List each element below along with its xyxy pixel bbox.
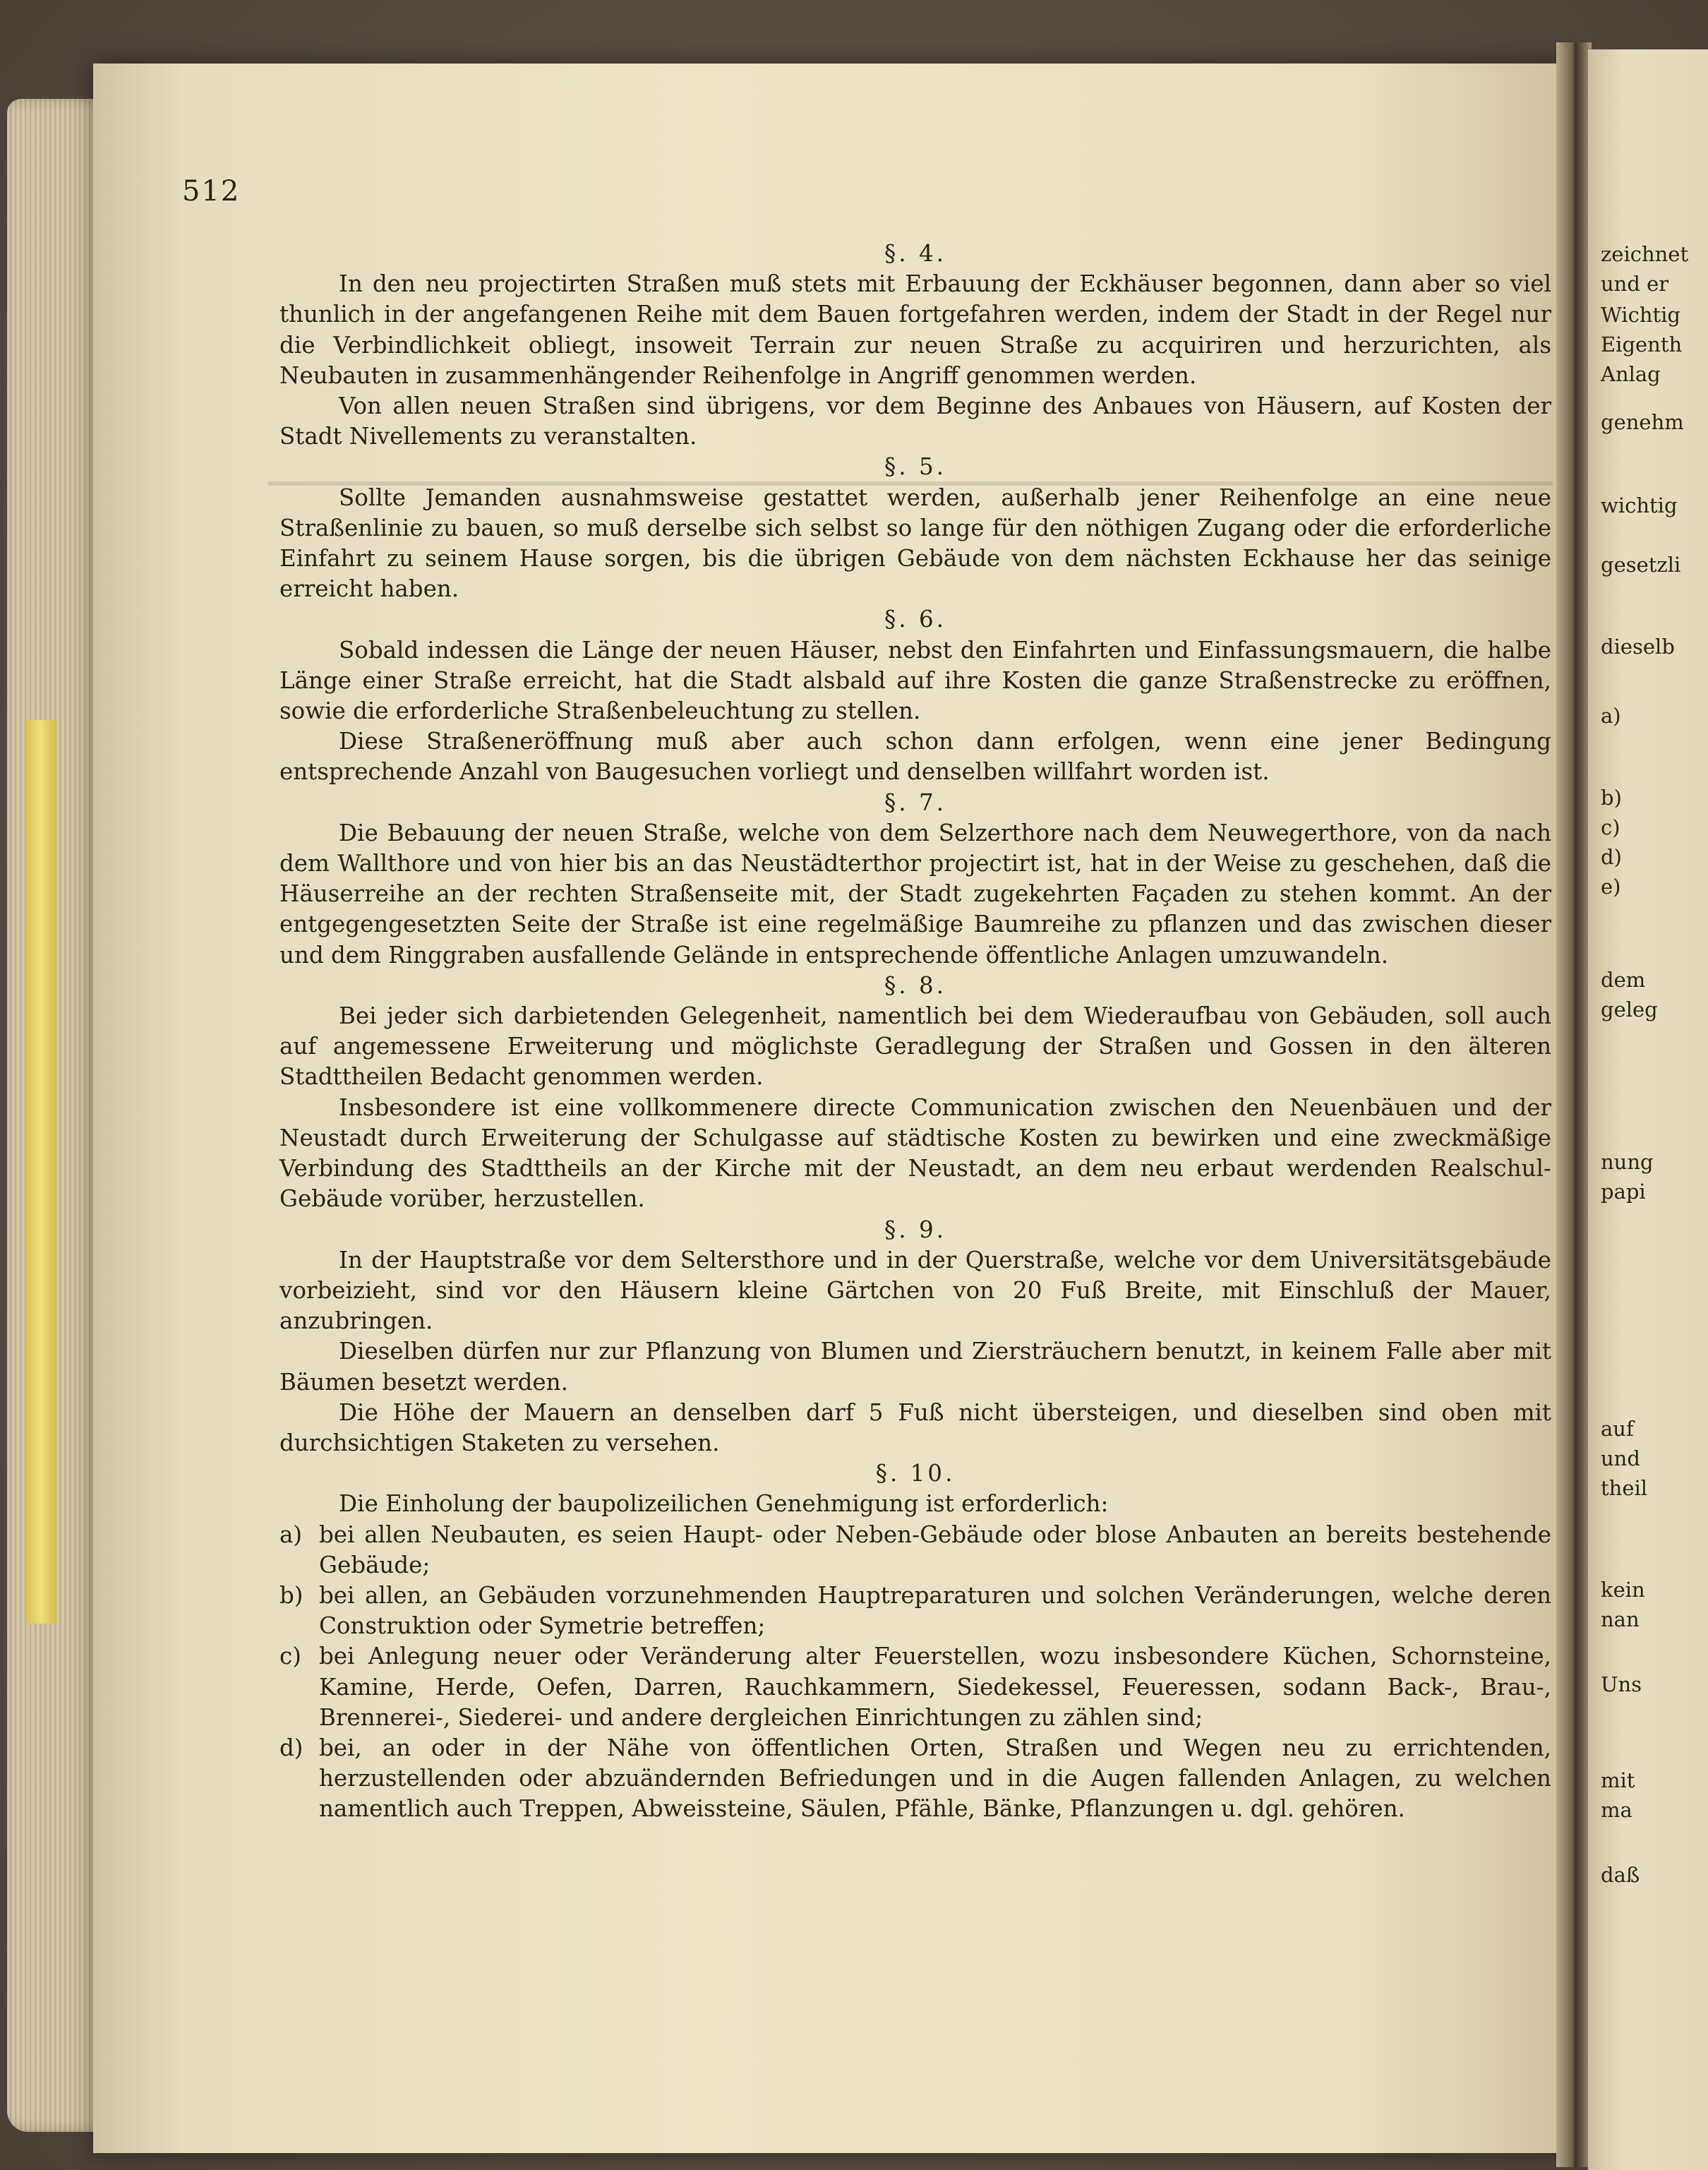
paragraph: Die Bebauung der neuen Straße, welche von dem Selzerthore nach dem Neuwegerthore, von da nach dem Wallthore und von hier bis an das Neustädterthor projectirt ist, hat in der Weise zu geschehen, daß die Häuserreihe an der rechten Straßenseite mit, der Stadt zugekehrten Façaden zu stehen kommt. An der entgegengesetzten Seite der Straße ist eine regelmäßige Baumreihe zu pflanzen und das zwischen dieser und dem Ringgraben ausfallende Gelände in entsprechende öffentliche Anlagen umzuwandeln. [279, 819, 1551, 969]
paragraph: Dieselben dürfen nur zur Pflanzung von Blumen und Ziersträuchern benutzt, in keinem Falle aber mit Bäumen besetzt werden. [279, 1338, 1551, 1396]
section-heading-6: §. 6. [884, 606, 946, 633]
list-item [279, 1520, 1551, 1581]
fragment-line: gesetzli [1601, 553, 1681, 577]
page-edges [7, 99, 106, 2132]
list-item-label: a) [279, 1521, 303, 1548]
fragment-line: mit [1601, 1768, 1635, 1792]
fragment-line: und er [1601, 272, 1669, 296]
list-item-text: bei allen Neubauten, es seien Haupt- oder Neben-Gebäude oder blose Anbauten an bereits bestehende Gebäude; [319, 1521, 1551, 1578]
list-item-label: c) [279, 1643, 301, 1670]
fragment-line: und [1601, 1446, 1640, 1470]
list-item-text: bei, an oder in der Nähe von öffentlichen Orten, Straßen und Wegen neu zu errichtenden, herzustellenden oder abzuändernden Befriedungen und in die Augen fallenden Anlagen, zu welchen namentlich auch Treppen, Abweissteine, Säulen, Pfähle, Bänke, Pflanzungen u. dgl. gehören. [319, 1734, 1551, 1823]
paragraph: Sobald indessen die Länge der neuen Häuser, nebst den Einfahrten und Einfassungsmauern, die halbe Länge einer Straße erreicht, hat die Stadt alsbald auf ihre Kosten die ganze Straßenstrecke zu eröffnen, sowie die erforderliche Straßenbeleuchtung zu stellen. [279, 636, 1551, 725]
paragraph: Bei jeder sich darbietenden Gelegenheit, namentlich bei dem Wiederaufbau von Gebäuden, soll auch auf angemessene Erweiterung und möglichste Geradlegung der Straßen und Gossen in den älteren Stadttheilen Bedacht genommen werden. [279, 1002, 1551, 1091]
paragraph: Die Höhe der Mauern an denselben darf 5 Fuß nicht übersteigen, und dieselben sind oben mit durchsichtigen Staketen zu versehen. [279, 1398, 1551, 1456]
fragment-line: theil [1601, 1476, 1648, 1500]
fragment-line: auf [1601, 1417, 1634, 1441]
paragraph: Von allen neuen Straßen sind übrigens, vor dem Beginne des Anbaues von Häusern, auf Kosten der Stadt Nivellements zu veranstalten. [279, 392, 1551, 450]
fragment-line: kein [1601, 1578, 1645, 1602]
paragraph: Sollte Jemanden ausnahmsweise gestattet werden, außerhalb jener Reihenfolge an eine neue Straßenlinie zu bauen, so muß derselbe sich selbst so lange für den nöthigen Zugang oder die erforderliche Einfahrt zu seinem Hause sorgen, bis die übrigen Gebäude von dem nächsten Eckhause her das seinige erreicht haben. [279, 484, 1551, 603]
section-heading-9: §. 9. [884, 1216, 946, 1243]
fragment-line: genehm [1601, 410, 1684, 434]
fragment-line: wichtig [1601, 493, 1678, 517]
section-heading-5: §. 5. [884, 453, 946, 481]
list-item [279, 1733, 1551, 1825]
fragment-line: nan [1601, 1607, 1640, 1631]
fragment-line: geleg [1601, 997, 1658, 1021]
list-item [279, 1581, 1551, 1641]
book-gutter [1556, 42, 1592, 2167]
section-heading-10: §. 10. [875, 1460, 956, 1487]
fragment-line: ma [1601, 1798, 1632, 1822]
fragment-line: Wichtig [1601, 303, 1680, 327]
fragment-line: dieselb [1601, 635, 1675, 659]
section-heading-7: §. 7. [884, 789, 946, 816]
list-item-text: bei allen, an Gebäuden vorzunehmenden Hauptreparaturen und solchen Veränderungen, welche deren Construktion oder Symetrie betreffen; [319, 1581, 1551, 1640]
fragment-line: c) [1601, 815, 1620, 839]
fragment-line: Eigenth [1601, 332, 1683, 356]
fragment-line: d) [1601, 845, 1622, 869]
fragment-line: b) [1601, 786, 1622, 810]
fragment-line: e) [1601, 875, 1621, 899]
page-number: 512 [182, 175, 241, 208]
section-heading-4: §. 4. [884, 240, 946, 267]
fragment-line: papi [1601, 1180, 1646, 1204]
paragraph: Insbesondere ist eine vollkommenere directe Communication zwischen den Neuenbäuen und der Neustadt durch Erweiterung der Schulgasse auf städtische Kosten zu bewirken und eine zweckmäßige Verbindung des Stadttheils an der Kirche mit der Neustadt, an dem neu erbaut werdenden Realschul-Gebäude vorüber, herzustellen. [279, 1093, 1551, 1213]
list-item-label: d) [279, 1734, 303, 1761]
fragment-line: daß [1601, 1863, 1640, 1887]
fragment-line: Uns [1601, 1672, 1642, 1696]
fragment-line: a) [1601, 704, 1621, 728]
fragment-line: zeichnet [1601, 242, 1689, 266]
paragraph: Diese Straßeneröffnung muß aber auch schon dann erfolgen, wenn eine jener Bedingung entsprechende Anzahl von Baugesuchen vorliegt und denselben willfahrt worden ist. [279, 728, 1551, 786]
page-body [279, 239, 1551, 1825]
fragment-line: Anlag [1601, 362, 1661, 386]
paragraph: Die Einholung der baupolizeilichen Genehmigung ist erforderlich: [339, 1490, 1109, 1518]
list-item-text: bei Anlegung neuer oder Veränderung alter Feuerstellen, wozu insbesondere Küchen, Schornsteine, Kamine, Herde, Oefen, Darren, Rauchkammern, Siedekessel, Feueressen, sodann Back-, Brau-, Brennerei-, Siederei- und andere dergleichen Einrichtungen zu zählen sind; [319, 1643, 1551, 1731]
fragment-line: dem [1601, 968, 1646, 992]
paragraph: In den neu projectirten Straßen muß stets mit Erbauung der Eckhäuser begonnen, dann aber so viel thunlich in der angefangenen Reihe mit dem Bauen fortgefahren werden, indem der Stadt in der Regel nur die Verbindlichkeit obliegt, insoweit Terrain zur neuen Straße zu acquiriren und herzurichten, als Neubauten in zusammenhängender Reihenfolge in Angriff genommen werden. [279, 270, 1551, 389]
list-item [279, 1641, 1551, 1733]
list-item-label: b) [279, 1581, 303, 1609]
bookmark-tab [25, 720, 56, 1624]
right-page-fragment [1588, 49, 1708, 2170]
section-heading-8: §. 8. [884, 971, 946, 999]
fragment-line: nung [1601, 1150, 1654, 1174]
paragraph: In der Hauptstraße vor dem Seltersthore und in der Querstraße, welche vor dem Universitätsgebäude vorbeizieht, sind vor den Häusern kleine Gärtchen von 20 Fuß Breite, mit Einschluß der Mauer, anzubringen. [279, 1246, 1551, 1335]
